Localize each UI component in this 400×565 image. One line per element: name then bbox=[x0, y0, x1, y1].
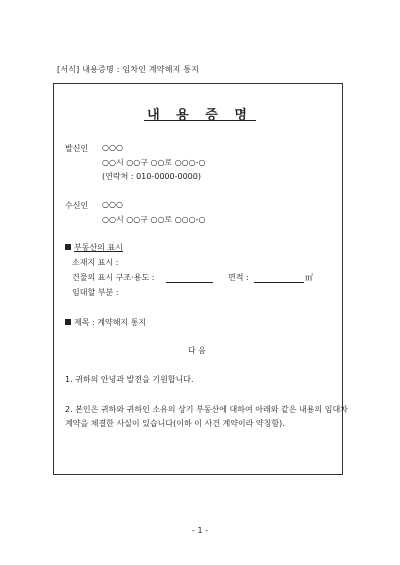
area-unit: ㎡ bbox=[305, 273, 313, 282]
building-blank bbox=[166, 282, 213, 283]
subject-line bbox=[65, 317, 146, 328]
square-bullet-icon bbox=[65, 319, 71, 325]
da-eum-heading: 다 음 bbox=[188, 346, 206, 355]
location-label: 소재지 표시 : bbox=[72, 258, 119, 267]
page-number: - 1 - bbox=[192, 526, 208, 535]
item-1: 1. 귀하의 안녕과 발전을 기원합니다. bbox=[65, 375, 194, 384]
property-heading bbox=[65, 242, 123, 253]
sender-name: ○○○ bbox=[102, 143, 123, 152]
lease-part-label: 임대할 부분 : bbox=[72, 288, 119, 297]
receiver-address: ○○시 ○○구 ○○로 ○○○-○ bbox=[102, 215, 206, 224]
item-2-line-2: 계약을 체결한 사실이 있습니다(이하 이 사건 계약이라 약칭함). bbox=[65, 419, 285, 428]
area-label: 면적 : bbox=[228, 273, 249, 282]
document-title: 내 용 증 명 bbox=[147, 108, 253, 123]
form-caption: [서식] 내용증명 : 임차인 계약해지 통지 bbox=[57, 65, 200, 74]
receiver-label: 수신인 bbox=[65, 201, 89, 210]
sender-label: 발신인 bbox=[65, 144, 89, 153]
subject-text: 제목 : 계약해지 통지 bbox=[74, 318, 147, 327]
building-label: 건물의 표시 구조·용도 : bbox=[72, 273, 155, 282]
square-bullet-icon bbox=[65, 244, 71, 250]
item-2-line-1: 2. 본인은 귀하와 귀하인 소유의 상기 부동산에 대하여 아래와 같은 내용의 임대차 bbox=[65, 405, 348, 414]
sender-contact: (연락처 : 010-0000-0000) bbox=[102, 172, 201, 181]
area-blank bbox=[254, 282, 304, 283]
property-heading-text: 부동산의 표시 bbox=[74, 243, 123, 252]
receiver-name: ○○○ bbox=[102, 200, 123, 209]
sender-address: ○○시 ○○구 ○○로 ○○○-○ bbox=[102, 158, 206, 167]
title-underline bbox=[144, 120, 256, 121]
